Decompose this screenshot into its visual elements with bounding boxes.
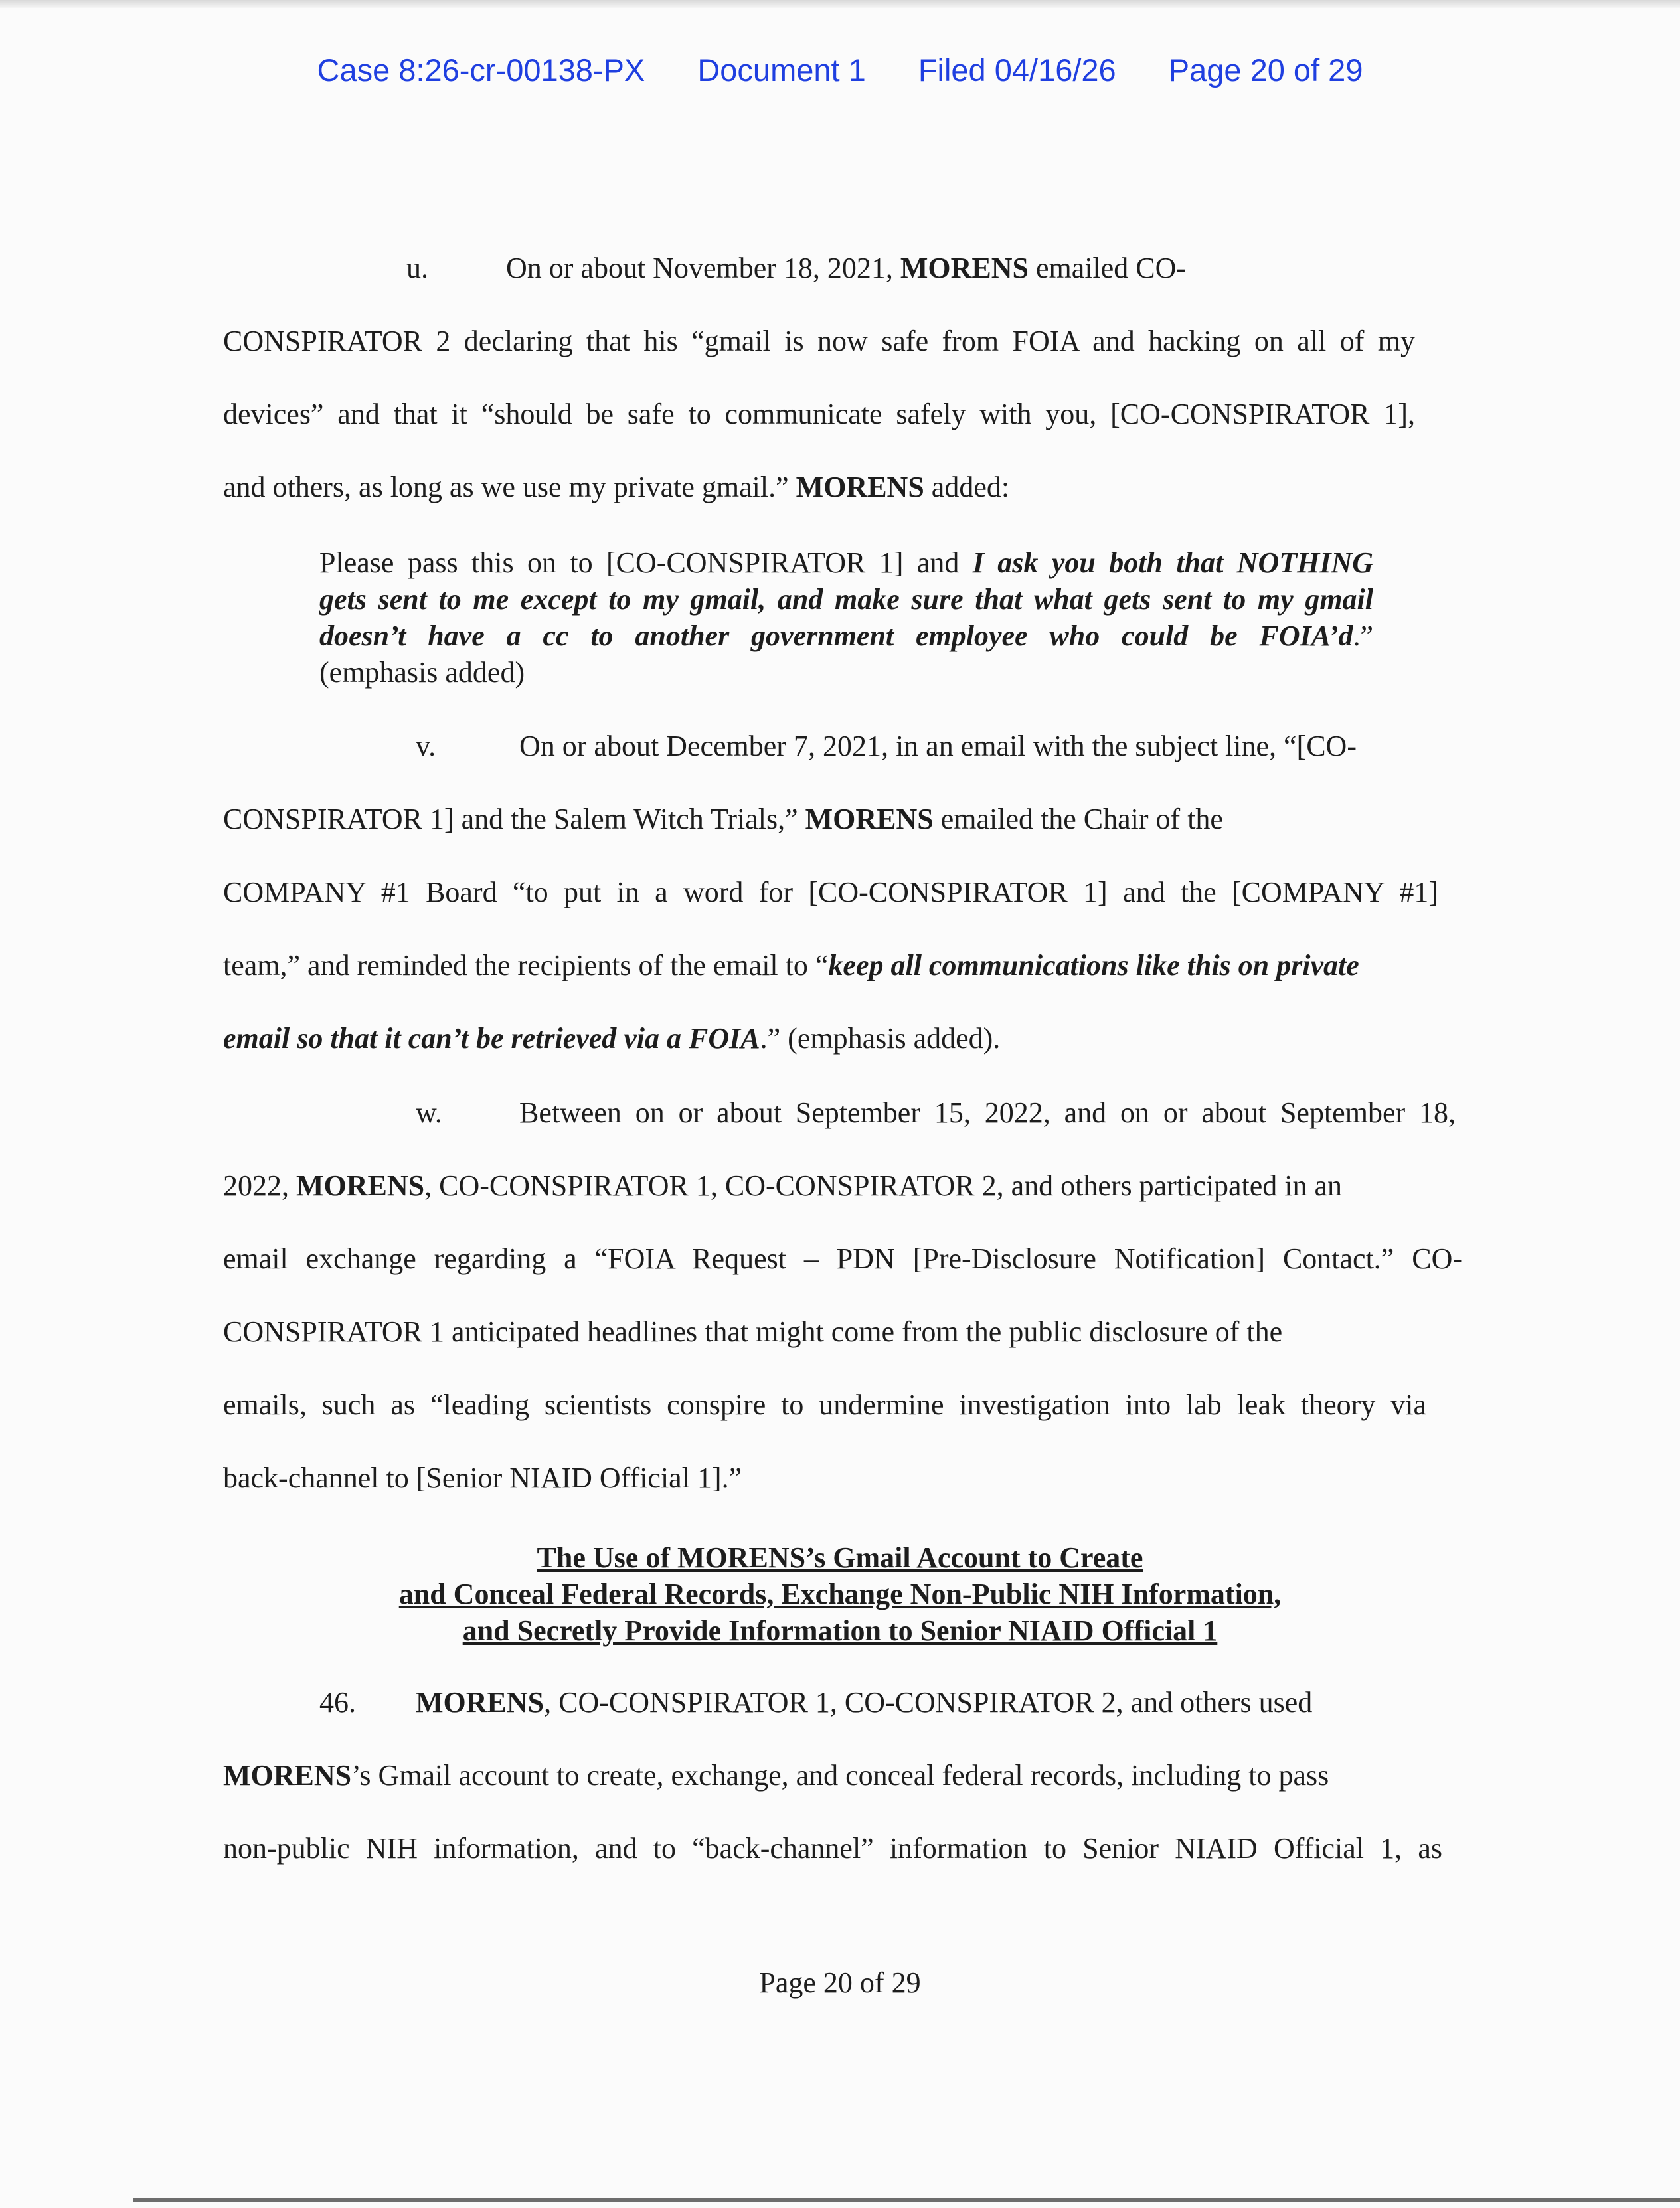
para-46-label: 46. [319,1686,356,1719]
section-heading-line-1: The Use of MORENS’s Gmail Account to Create [537,1541,1143,1574]
para-w-line-3: email exchange regarding a “FOIA Request – PDN [Pre-Disclosure Notification] Contact.” CO- [223,1242,1462,1275]
para-v-line-2: CONSPIRATOR 1] and the Salem Witch Trials,” MORENS emailed the Chair of the [223,803,1223,835]
defendant-name: MORENS [223,1759,352,1792]
quote-line-4: (emphasis added) [319,656,525,689]
para-w-label: w. [416,1096,442,1129]
document-number: Document 1 [697,52,866,88]
para-u-line-1 [406,251,428,285]
filed-date: Filed 04/16/26 [918,52,1116,88]
para-v-line-5: email so that it can’t be retrieved via a FOIA.” (emphasis added). [223,1022,1001,1055]
page-top-edge [0,0,1680,8]
para-46-line-3: non-public NIH information, and to “back-channel” information to Senior NIAID Official 1, as [223,1832,1442,1865]
quote-line-1: Please pass this on to [CO-CONSPIRATOR 1] and I ask you both that NOTHING [319,547,1373,579]
block-quote [319,545,1373,691]
section-heading-line-3: and Secretly Provide Information to Senior NIAID Official 1 [462,1614,1218,1647]
section-heading [0,1539,1680,1649]
defendant-name: MORENS [805,803,934,835]
header-page-number: Page 20 of 29 [1168,52,1363,88]
para-u-line-4: and others, as long as we use my private gmail.” MORENS added: [223,471,1010,503]
page-footer: Page 20 of 29 [759,1966,921,1999]
para-v-line-3: COMPANY #1 Board “to put in a word for [CO-CONSPIRATOR 1] and the [COMPANY #1] [223,876,1438,908]
page-bottom-edge [133,2198,1680,2202]
defendant-name: MORENS [796,471,924,503]
para-v-line-4: team,” and reminded the recipients of the email to “keep all communications like this on private [223,949,1359,981]
court-filing-header [0,52,1680,88]
section-heading-line-2: and Conceal Federal Records, Exchange Non-Public NIH Information, [398,1578,1282,1610]
para-v-line-1: On or about December 7, 2021, in an email with the subject line, “[CO- [519,730,1357,762]
para-w-line-4: CONSPIRATOR 1 anticipated headlines that might come from the public disclosure of the [223,1316,1283,1348]
para-u-line-2: CONSPIRATOR 2 declaring that his “gmail is now safe from FOIA and hacking on all of my [223,325,1415,357]
para-w-line-6: back-channel to [Senior NIAID Official 1].” [223,1462,742,1494]
para-46-line-2: MORENS’s Gmail account to create, exchange, and conceal federal records, including to pass [223,1759,1329,1792]
quote-line-2: gets sent to me except to my gmail, and make sure that what gets sent to my gmail [319,583,1373,616]
para-u-label: u. [406,252,428,284]
para-u-line-1-text: On or about November 18, 2021, MORENS emailed CO- [506,252,1187,284]
para-w-line-2: 2022, MORENS, CO-CONSPIRATOR 1, CO-CONSPIRATOR 2, and others participated in an [223,1169,1343,1202]
para-u-line-3: devices” and that it “should be safe to communicate safely with you, [CO-CONSPIRATOR 1], [223,398,1415,430]
defendant-name: MORENS [416,1686,545,1719]
para-w-line-5: emails, such as “leading scientists conspire to undermine investigation into lab leak theory via [223,1389,1426,1421]
case-number: Case 8:26-cr-00138-PX [317,52,645,88]
defendant-name: MORENS [296,1169,425,1202]
quote-line-3: doesn’t have a cc to another government employee who could be FOIA’d.” [319,620,1373,652]
defendant-name: MORENS [900,252,1029,284]
para-46-line-1: MORENS, CO-CONSPIRATOR 1, CO-CONSPIRATOR 2, and others used [416,1686,1313,1719]
para-w-line-1: Between on or about September 15, 2022, and on or about September 18, [519,1096,1456,1129]
para-v-label: v. [416,730,436,762]
